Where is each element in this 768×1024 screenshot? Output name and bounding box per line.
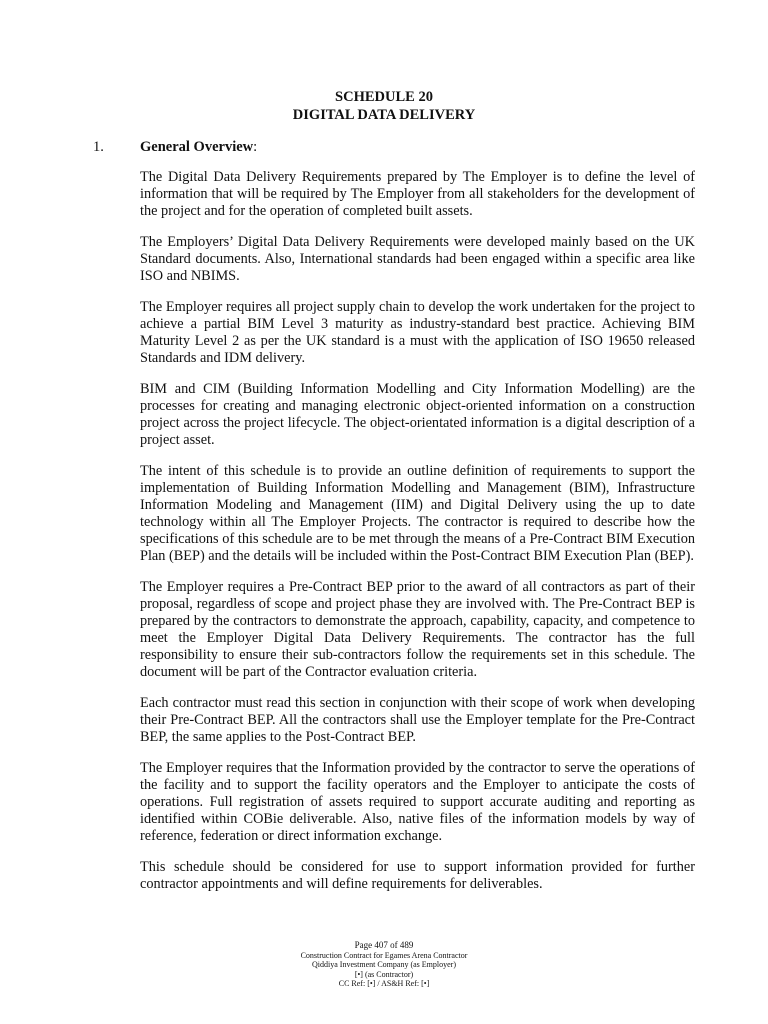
footer-refs: CC Ref: [•] / AS&H Ref: [•] [338, 979, 430, 988]
footer-contract: Construction Contract for Egames Arena Contractor [300, 950, 468, 960]
section-title-colon: : [253, 139, 258, 155]
section-title [140, 139, 257, 156]
schedule-title: SCHEDULE 20 [335, 89, 433, 105]
section-number: 1. [93, 139, 104, 155]
paragraph: The Employer requires that the Information provided by the contractor to serve the operations of the facility and to support the facility operators and the Employer to anticipate the costs of operations. Full registration of assets required to support accurate auditing and reporting as identified within COBie deliverable. Also, native files of the information models by way of reference, federation or direct information exchange. [140, 760, 695, 844]
paragraph: The Digital Data Delivery Requirements prepared by The Employer is to define the level of information that will be required by The Employer from all stakeholders for the development of the project and for the operation of completed built assets. [140, 169, 695, 219]
paragraph: BIM and CIM (Building Information Modelling and City Information Modelling) are the processes for creating and managing electronic object-oriented information on a construction project across the project lifecycle. The object-orientated information is a digital description of a project asset. [140, 381, 695, 448]
section-body [140, 169, 695, 907]
paragraph: The intent of this schedule is to provide an outline definition of requirements to support the implementation of Building Information Modelling and Management (BIM), Infrastructure Information Modeling and Management (IIM) and Digital Delivery using the up to date technology within all The Employer Projects. The contractor is required to describe how the specifications of this schedule are to be met through the means of a Pre-Contract BIM Execution Plan (BEP) and the details will be included within the Post-Contract BIM Execution Plan (BEP). [140, 463, 695, 564]
schedule-subtitle: DIGITAL DATA DELIVERY [292, 107, 476, 123]
paragraph: The Employer requires a Pre-Contract BEP prior to the award of all contractors as part of their proposal, regardless of scope and project phase they are involved with. The Pre-Contract BEP is prepared by the contractors to demonstrate the approach, capability, capacity, and competence to meet the Employer Digital Data Delivery Requirements. The contractor has the full responsibility to ensure their sub-contractors follow the requirements set in this schedule. The document will be part of the Contractor evaluation criteria. [140, 579, 695, 680]
paragraph: The Employers’ Digital Data Delivery Requirements were developed mainly based on the UK Standard documents. Also, International standards had been engaged within a specific area like ISO and NBIMS. [140, 234, 695, 284]
page-number: Page 407 of 489 [354, 940, 414, 950]
paragraph: This schedule should be considered for use to support information provided for further contractor appointments and will define requirements for deliverables. [140, 859, 695, 892]
footer-employer: Qiddiya Investment Company (as Employer) [312, 960, 456, 969]
paragraph: Each contractor must read this section in conjunction with their scope of work when developing their Pre-Contract BEP. All the contractors shall use the Employer template for the Pre-Contract BEP, the same applies to the Post-Contract BEP. [140, 695, 695, 745]
footer-contractor: [•] (as Contractor) [354, 969, 414, 979]
page-footer [0, 940, 768, 989]
paragraph: The Employer requires all project supply chain to develop the work undertaken for the project to achieve a partial BIM Level 3 maturity as industry-standard best practice. Achieving BIM Maturity Level 2 as per the UK standard is a must with the application of ISO 19650 released Standards and IDM delivery. [140, 299, 695, 366]
section-title-text: General Overview [140, 139, 254, 155]
